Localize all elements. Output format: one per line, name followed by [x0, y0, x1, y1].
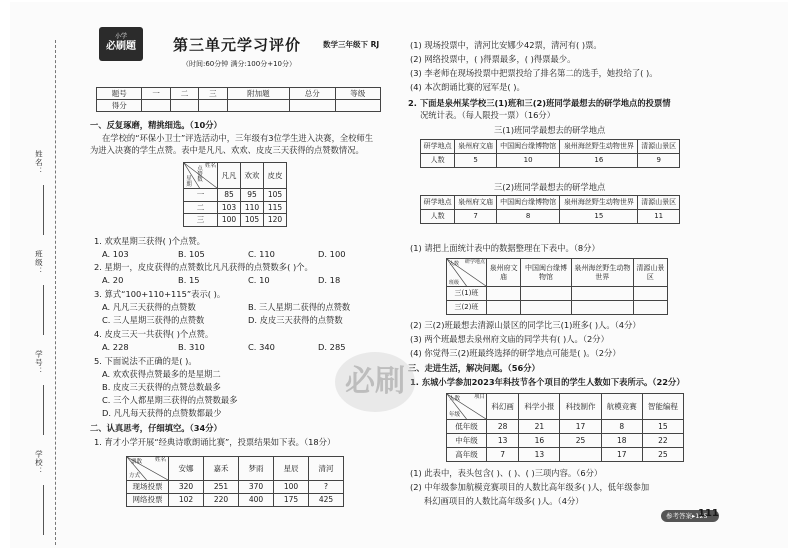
answer-cell[interactable] — [521, 301, 572, 315]
vote-table — [126, 456, 344, 507]
option[interactable]: B. 105 — [178, 249, 205, 259]
page-title: 第三单元学习评价 — [173, 36, 302, 54]
question-1: 1. 欢欢星期三获得( )个点赞。 — [94, 236, 205, 246]
section-3-heading: 三、走进生活，解决问题。（56分） — [408, 363, 540, 373]
section-1-heading: 一、反复琢磨，精挑细选。（10分） — [90, 120, 222, 130]
column-header: 安娜 — [169, 457, 204, 481]
column-header: 星辰 — [274, 457, 309, 481]
page-number: 111 — [698, 508, 719, 519]
option[interactable]: C. 110 — [248, 249, 275, 259]
question-4: 4. 皮皮三天一共获得( )个点赞。 — [94, 329, 214, 339]
score-cell[interactable] — [335, 100, 380, 112]
option[interactable]: A. 凡凡三天获得的点赞数 — [102, 302, 196, 312]
binding-margin — [30, 40, 56, 545]
section-1-intro: 在学校的“环保小卫士”评选活动中，三年级有3位学生进入决赛，全校师生 — [102, 133, 374, 143]
table-row: 三 100 105 120 — [184, 214, 287, 227]
table-row: 人数 5 10 16 9 — [421, 154, 680, 168]
option[interactable]: D. 凡凡每天获得的点赞数都最少 — [102, 408, 222, 418]
table-corner-header: 姓名 票数 方式 — [127, 457, 169, 481]
sub-question: (3) 两个班最想去泉州府文庙的同学共有( )人。（2分） — [410, 334, 609, 344]
option[interactable]: A. 20 — [102, 275, 124, 285]
section-2-heading: 二、认真思考，仔细填空。（34分） — [90, 423, 222, 433]
option[interactable]: D. 18 — [318, 275, 341, 285]
name-line — [43, 185, 44, 235]
column-header: 梦雨 — [239, 457, 274, 481]
question-2: 2. 星期一，皮皮获得的点赞数比凡凡获得的点赞数多( )个。 — [94, 262, 313, 272]
table-corner-header: 姓名 点赞数 星期 — [184, 163, 218, 189]
score-header: 三 — [199, 88, 227, 100]
table-row: 三(2)班 — [447, 301, 668, 315]
sub-question: (3) 李老师在现场投票中把票投给了排名第二的选手，她投给了( )。 — [410, 68, 658, 78]
score-cell[interactable] — [199, 100, 227, 112]
option[interactable]: D. 100 — [318, 249, 346, 259]
score-cell[interactable] — [290, 100, 335, 112]
sub-question: (1) 现场投票中，清河比安娜少42票，清河有( )票。 — [410, 40, 602, 50]
school-label: 学校： — [34, 450, 44, 476]
table-row: 三(1)班 — [447, 287, 668, 301]
table-caption: 三(2)班同学最想去的研学地点 — [494, 182, 606, 192]
answer-ref-badge: 参考答案▸125 — [661, 510, 719, 522]
question-5: 5. 下面说法不正确的是( )。 — [94, 356, 197, 366]
time-score-note: （时间:60分钟 满分:100分+10分） — [182, 60, 296, 68]
score-header: 附加题 — [227, 88, 289, 100]
name-label: 姓名： — [34, 150, 44, 176]
sub-question: (1) 请把上面统计表中的数据整理在下表中。（8分） — [410, 243, 600, 253]
table-row: 现场投票 320 251 370 100 ? — [127, 481, 344, 494]
table-row: 一 85 95 105 — [184, 189, 287, 202]
column-header: 欢欢 — [241, 163, 264, 189]
score-cell[interactable] — [227, 100, 289, 112]
score-row-label: 得分 — [97, 100, 142, 112]
answer-cell[interactable] — [571, 301, 633, 315]
table-caption: 三(1)班同学最想去的研学地点 — [494, 125, 606, 135]
table-corner-header: 项目 人数 年级 — [447, 394, 487, 420]
option[interactable]: B. 15 — [178, 275, 200, 285]
sub-question: (1) 此表中，表头包含( )、( )、( )三项内容。（6分） — [410, 468, 603, 478]
sub-question: 科幻画项目的人数比高年级多( )人。（4分） — [424, 496, 584, 506]
class-line — [43, 285, 44, 335]
score-header: 总分 — [290, 88, 335, 100]
answer-cell[interactable] — [633, 287, 667, 301]
score-cell[interactable] — [142, 100, 170, 112]
combined-table: 研学地点 人数 班级 泉州府文庙 中国闽台缘博物馆 泉州海丝野生动物世界 清源山景区 三(1)班 三(2)班 — [446, 258, 668, 315]
question-2-heading: 况统计表。（每人限投一票）（16分） — [420, 110, 556, 120]
sub-question: (2) 中年级参加航模竞赛项目的人数比高年级多( )人，低年级参加 — [410, 482, 650, 492]
answer-cell[interactable] — [633, 301, 667, 315]
grade-label: 数学三年级下 RJ — [323, 40, 380, 49]
section-1-intro: 为进入决赛的学生点赞。表中是凡凡、欢欢、皮皮三天获得的点赞数情况。 — [90, 145, 364, 155]
score-header: 二 — [170, 88, 198, 100]
table-row: 二 103 110 115 — [184, 201, 287, 214]
table-corner-header: 研学地点 人数 班级 — [447, 259, 487, 287]
column-header: 嘉禾 — [204, 457, 239, 481]
score-header: 一 — [142, 88, 170, 100]
option[interactable]: C. 三个人都星期三获得的点赞数最多 — [102, 395, 238, 405]
option[interactable]: A. 欢欢获得点赞最多的是星期二 — [102, 369, 221, 379]
likes-table — [183, 162, 287, 227]
column-header: 凡凡 — [218, 163, 241, 189]
school-line — [43, 485, 44, 535]
option[interactable]: B. 三人星期二获得的点赞数 — [248, 302, 351, 312]
exam-sheet — [10, 2, 788, 548]
option[interactable]: D. 285 — [318, 342, 346, 352]
class-label: 班级： — [34, 250, 44, 276]
option[interactable]: A. 103 — [102, 249, 129, 259]
sub-question: (4) 你觉得三(2)班最终选择的研学地点可能是( )。（2分） — [410, 348, 621, 358]
sub-question: (4) 本次朗诵比赛的冠军是( )。 — [410, 82, 525, 92]
answer-cell[interactable] — [487, 301, 521, 315]
option[interactable]: C. 三人星期三获得的点赞数 — [102, 315, 205, 325]
class1-table: 研学地点 泉州府文庙 中国闽台缘博物馆 泉州海丝野生动物世界 清源山景区 人数 5 10 16 9 — [420, 139, 680, 168]
sub-question: (2) 网络投票中，( )得票最多，( )得票最少。 — [410, 54, 576, 64]
column-header: 清河 — [309, 457, 344, 481]
table-row: 网络投票 102 220 400 175 425 — [127, 494, 344, 507]
table-row: 人数 7 8 15 11 — [421, 210, 680, 224]
column-header: 皮皮 — [264, 163, 287, 189]
brand-logo: 小学 必刷题 — [99, 27, 143, 61]
option[interactable]: C. 340 — [248, 342, 275, 352]
score-table — [96, 87, 381, 112]
sub-question: (2) 三(2)班最想去清源山景区的同学比三(1)班多( )人。（4分） — [410, 320, 641, 330]
id-line — [43, 385, 44, 435]
id-label: 学号： — [34, 350, 44, 376]
question-3: 3. 算式“100+110+115”表示( )。 — [94, 289, 226, 299]
table-row: 中年级 13 16 25 18 22 — [447, 434, 684, 448]
table-row: 低年级 28 21 17 8 15 — [447, 420, 684, 434]
option[interactable]: A. 228 — [102, 342, 129, 352]
watermark: 必刷 — [335, 352, 415, 412]
section-2-question-1: 1. 育才小学开展“经典诗歌朗诵比赛”，投票结果如下表。（18分） — [94, 437, 336, 447]
score-cell[interactable] — [170, 100, 198, 112]
option[interactable]: B. 310 — [178, 342, 205, 352]
table-row: 高年级 7 13 17 25 — [447, 448, 684, 462]
class2-table: 研学地点 泉州府文庙 中国闽台缘博物馆 泉州海丝野生动物世界 清源山景区 人数 7 8 15 11 — [420, 195, 680, 224]
option[interactable]: B. 皮皮三天获得的点赞总数最多 — [102, 382, 221, 392]
science-festival-table: 项目 人数 年级 科幻画 科学小报 科技制作 航模竞赛 智能编程 低年级 28 21 17 8 15 中年级 13 16 25 18 22 高年级 7 13 17 25 — [446, 393, 684, 462]
score-header: 题号 — [97, 88, 142, 100]
question-2-heading: 2. 下面是泉州某学校三(1)班和三(2)班同学最想去的研学地点的投票情 — [408, 98, 671, 108]
problem-1: 1. 东城小学参加2023年科技节各个项目的学生人数如下表所示。（22分） — [410, 377, 685, 387]
answer-cell[interactable] — [521, 287, 572, 301]
option[interactable]: C. 10 — [248, 275, 270, 285]
score-header: 等级 — [335, 88, 380, 100]
answer-cell[interactable] — [487, 287, 521, 301]
answer-cell[interactable] — [571, 287, 633, 301]
option[interactable]: D. 皮皮三天获得的点赞数 — [248, 315, 343, 325]
